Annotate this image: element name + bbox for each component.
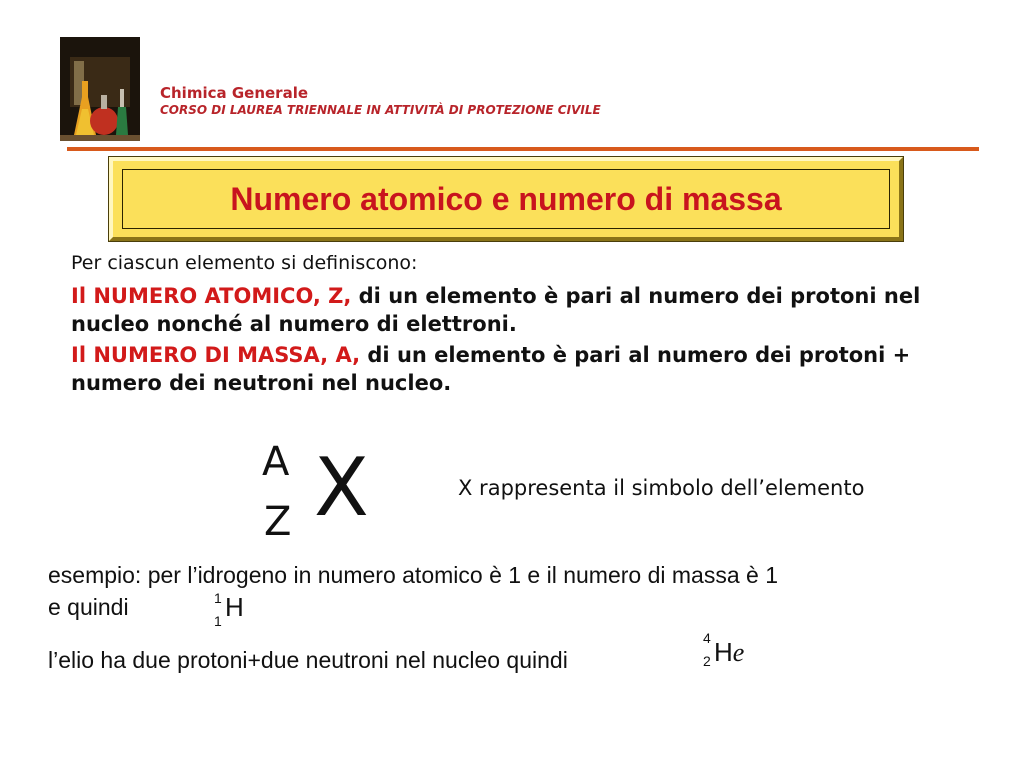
definition-term: Il NUMERO DI MASSA, A, [71, 343, 361, 367]
slide-title-frame [122, 169, 890, 229]
element-symbol: X [314, 441, 369, 534]
hydrogen-symbol: H [225, 592, 244, 622]
helium-atomic-number: 2 [703, 653, 711, 669]
slide-title-box [109, 157, 903, 241]
flask-icon [60, 37, 140, 141]
hydrogen-mass-number: 1 [214, 590, 222, 606]
intro-text: Per ciascun elemento si definiscono: [71, 252, 418, 274]
definition-mass-number [71, 341, 951, 397]
helium-symbol [714, 639, 744, 666]
slide-title: Numero atomico e numero di massa [230, 180, 782, 217]
helium-mass-number: 4 [703, 630, 711, 646]
example-line-2: e quindi [48, 594, 129, 620]
helium-symbol-suffix: e [732, 638, 745, 667]
example-line-3: l’elio ha due protoni+due neutroni nel nucleo quindi [48, 647, 568, 673]
notation-caption: X rappresenta il simbolo dell’elemento [458, 476, 865, 500]
course-subtitle: CORSO DI LAUREA TRIENNALE IN ATTIVITÀ DI PROTEZIONE CIVILE [160, 103, 601, 117]
definition-text: di un elemento è pari al numero dei protoni + numero dei neutroni nel nucleo. [71, 343, 911, 395]
example-line-1: esempio: per l’idrogeno in numero atomico è 1 e il numero di massa è 1 [48, 562, 778, 588]
helium-symbol-main: H [714, 637, 733, 667]
definition-term: Il NUMERO ATOMICO, Z, [71, 284, 352, 308]
hydrogen-atomic-number: 1 [214, 613, 222, 629]
header-divider [67, 147, 979, 151]
lab-glassware-logo [60, 37, 140, 141]
atomic-number-symbol: Z [264, 499, 292, 545]
mass-number-symbol: A [262, 439, 290, 485]
course-title: Chimica Generale [160, 84, 309, 102]
definition-atomic-number [71, 282, 951, 338]
definition-text: di un elemento è pari al numero dei protoni nel nucleo nonché al numero di elettroni. [71, 284, 921, 336]
